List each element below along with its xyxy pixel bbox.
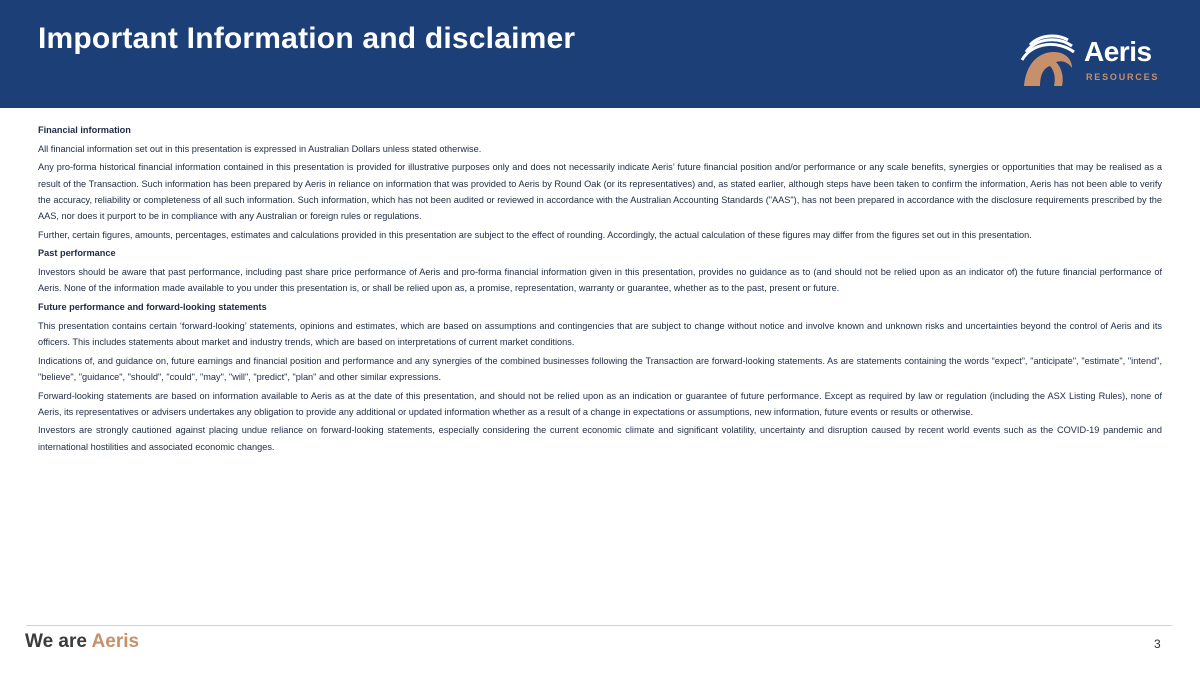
paragraph: All financial information set out in this presentation is expressed in Australian Dollars unless stated otherwise.: [38, 143, 482, 154]
paragraph: Investors should be aware that past performance, including past share price performance of Aeris and pro-forma financial information given in this presentation, provides no guidance as to (and should not be relied upon as an indicator of) the future financial performance of Aeris. None of the information made available to you under this presentation is, or shall be relied upon as, a promise, representation, warranty or guarantee, whether as to the past, present or future.: [38, 267, 1162, 294]
paragraph: Any pro-forma historical financial information contained in this presentation is provided for illustrative purposes only and does not necessarily indicate Aeris’ future financial position and/or performance or any scale benefits, synergies or opportunities that may be realised as a result of the Transaction. Such information has been prepared by Aeris in reliance on information that was provided to Aeris by Round Oak (or its representatives) and, as stated earlier, although steps have been taken to confirm the information, Aeris has not been able to verify the accuracy, reliability or completeness of all such information. Such information, which has not been audited or reviewed in accordance with the Australian Accounting Standards ("AAS"), has not been prepared in accordance with the disclosure requirements prescribed by the AAS, nor does it purport to be in compliance with any Australian or foreign rules or regulations.: [38, 162, 1162, 222]
logo-subtitle: RESOURCES: [1086, 72, 1160, 82]
section-heading-financial: Financial information: [38, 125, 131, 135]
footer-brand: [25, 631, 139, 653]
section-heading-past-performance: Past performance: [38, 248, 116, 259]
paragraph: Forward-looking statements are based on information available to Aeris as at the date of this presentation, and should not be relied upon as an indication or guarantee of future performance. Except as required by law or regulation (including the ASX Listing Rules), none of Aeris, its representatives or advisers undertakes any obligation to provide any additional or updated information whether as a result of a change in expectations or assumptions, new information, future events or results or otherwise.: [38, 390, 1162, 417]
company-logo: [1018, 34, 1168, 94]
section-heading-forward-looking: Future performance and forward-looking statements: [38, 302, 267, 313]
paragraph: Indications of, and guidance on, future earnings and financial position and performance and any synergies of the combined businesses following the Transaction are forward-looking statements. As are statements containing the words “expect”, "anticipate", "estimate", "intend", "believe", "guidance", "should", "could", "may", "will", "predict", "plan" and other similar expressions.: [38, 355, 1162, 382]
aeris-mountain-logo-icon: [1018, 34, 1080, 94]
paragraph: Investors are strongly cautioned against placing undue reliance on forward-looking statements, especially considering the current economic climate and significant volatility, uncertainty and disruption caused by recent world events such as the COVID-19 pandemic and international hostilities and associated economic changes.: [38, 425, 1162, 452]
paragraph: Further, certain figures, amounts, percentages, estimates and calculations provided in this presentation are subject to the effect of rounding. Accordingly, the actual calculation of these figures may differ from the figures set out in this presentation.: [38, 229, 1032, 240]
paragraph: This presentation contains certain ‘forward-looking’ statements, opinions and estimates, which are based on assumptions and contingencies that are subject to change without notice and involve known and unknown risks and uncertainties beyond the control of Aeris and its officers. This includes statements about market and industry trends, which are based on interpretations of current market conditions.: [38, 320, 1162, 347]
footer-brand-we: We are: [25, 631, 92, 652]
page-number: 3: [1154, 637, 1161, 651]
disclaimer-body: [38, 122, 1162, 457]
footer-brand-aeris: Aeris: [91, 631, 140, 652]
footer-divider: [26, 625, 1172, 626]
page-title: Important Information and disclaimer: [38, 22, 576, 55]
header-bar: [0, 0, 1200, 108]
logo-wordmark: Aeris: [1084, 36, 1152, 67]
